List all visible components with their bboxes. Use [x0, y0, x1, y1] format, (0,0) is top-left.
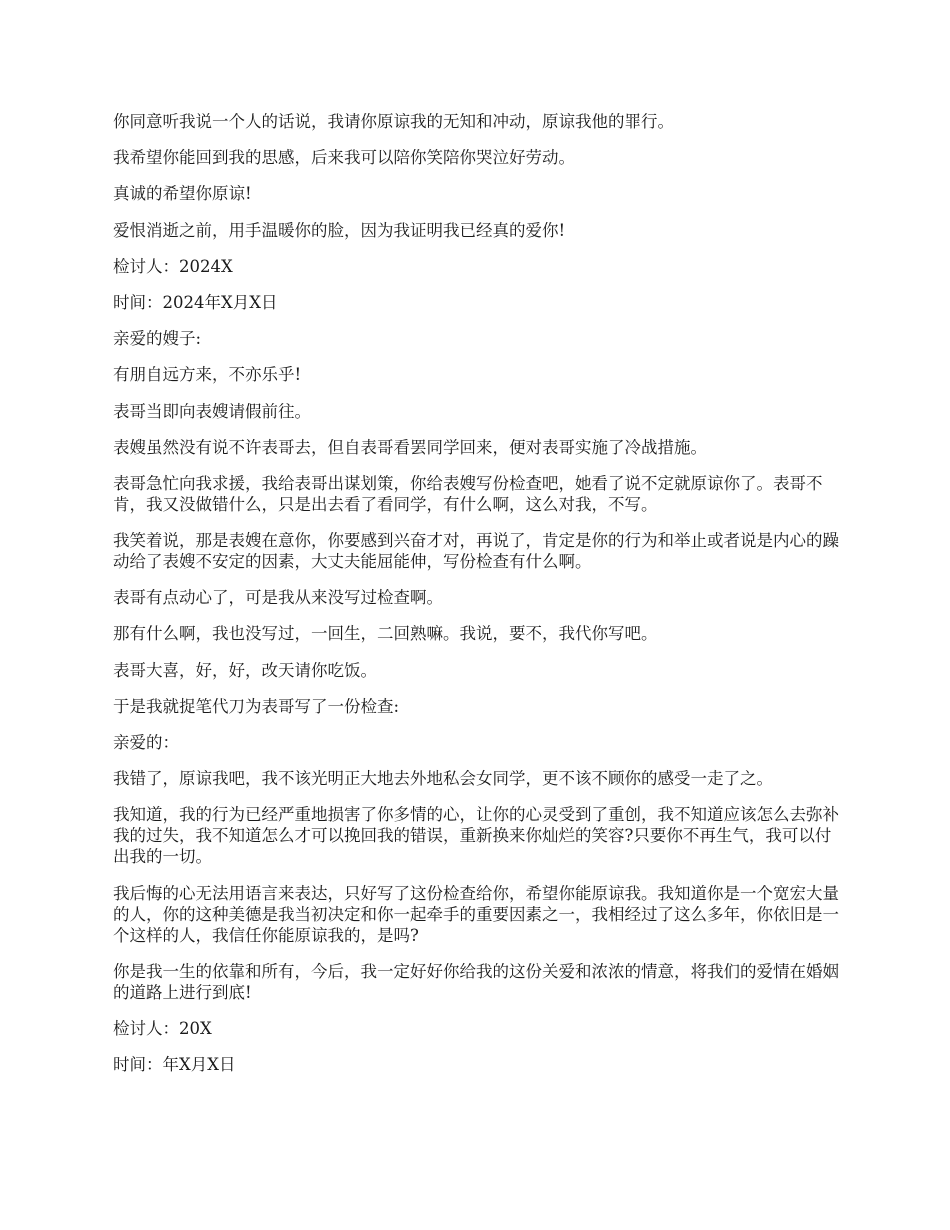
paragraph: 我错了，原谅我吧，我不该光明正大地去外地私会女同学，更不该不顾你的感受一走了之。 — [113, 769, 773, 789]
signature-line: 检讨人：20X — [113, 1018, 212, 1038]
salutation: 亲爱的： — [113, 733, 179, 752]
paragraph: 那有什么啊，我也没写过，一回生，二回熟嘛。我说，要不，我代你写吧。 — [113, 624, 658, 644]
paragraph: 于是我就捉笔代刀为表哥写了一份检查: — [113, 696, 400, 716]
paragraph: 你同意听我说一个人的话说，我请你原谅我的无知和冲动，原谅我他的罪行。 — [113, 112, 674, 131]
paragraph: 表嫂虽然没有说不许表哥去，但自表哥看罢同学回来，便对表哥实施了冷战措施。 — [113, 437, 707, 457]
salutation: 亲爱的嫂子: — [113, 329, 202, 349]
paragraph: 我希望你能回到我的思感，后来我可以陪你笑陪你哭泣好劳动。 — [113, 148, 575, 168]
paragraph: 真诚的希望你原谅! — [113, 184, 252, 204]
paragraph: 有朋自远方来，不亦乐乎! — [113, 365, 302, 385]
paragraph: 表哥有点动心了，可是我从来没写过检查啊。 — [113, 588, 443, 608]
date-line: 时间：年X月X日 — [113, 1055, 236, 1075]
paragraph: 你是我一生的依靠和所有，今后，我一定好好你给我的这份关爱和浓浓的情意，将我们的爱情在婚姻的道路上进行到底! — [113, 961, 839, 1002]
paragraph: 爱恨消逝之前，用手温暖你的脸，因为我证明我已经真的爱你! — [113, 220, 566, 240]
signature-line: 检讨人：2024X — [113, 256, 233, 276]
paragraph: 表哥当即向表嫂请假前往。 — [113, 401, 311, 421]
document-page — [113, 111, 843, 1090]
paragraph: 我笑着说，那是表嫂在意你，你要感到兴奋才对，再说了，肯定是你的行为和举止或者说是内心的躁动给了表嫂不安定的因素，大丈夫能屈能伸，写份检查有什么啊。 — [113, 531, 839, 572]
date-line: 时间：2024年X月X日 — [113, 292, 278, 312]
paragraph: 表哥大喜，好，好，改天请你吃饭。 — [113, 660, 377, 680]
paragraph: 我知道，我的行为已经严重地损害了你多情的心，让你的心灵受到了重创，我不知道应该怎么去弥补我的过失，我不知道怎么才可以挽回我的错误，重新换来你灿烂的笑容?只要你不再生气，我可以付出我的一切。 — [113, 805, 839, 867]
paragraph: 我后悔的心无法用语言来表达，只好写了这份检查给你，希望你能原谅我。我知道你是一个宽宏大量的人，你的这种美德是我当初决定和你一起牵手的重要因素之一，我相经过了这么多年，你依旧是一个这样的人，我信任你能原谅我的，是吗? — [113, 883, 839, 945]
paragraph: 表哥急忙向我求援，我给表哥出谋划策，你给表嫂写份检查吧，她看了说不定就原谅你了。表哥不肯，我又没做错什么，只是出去看了看同学，有什么啊，这么对我，不写。 — [113, 473, 823, 514]
